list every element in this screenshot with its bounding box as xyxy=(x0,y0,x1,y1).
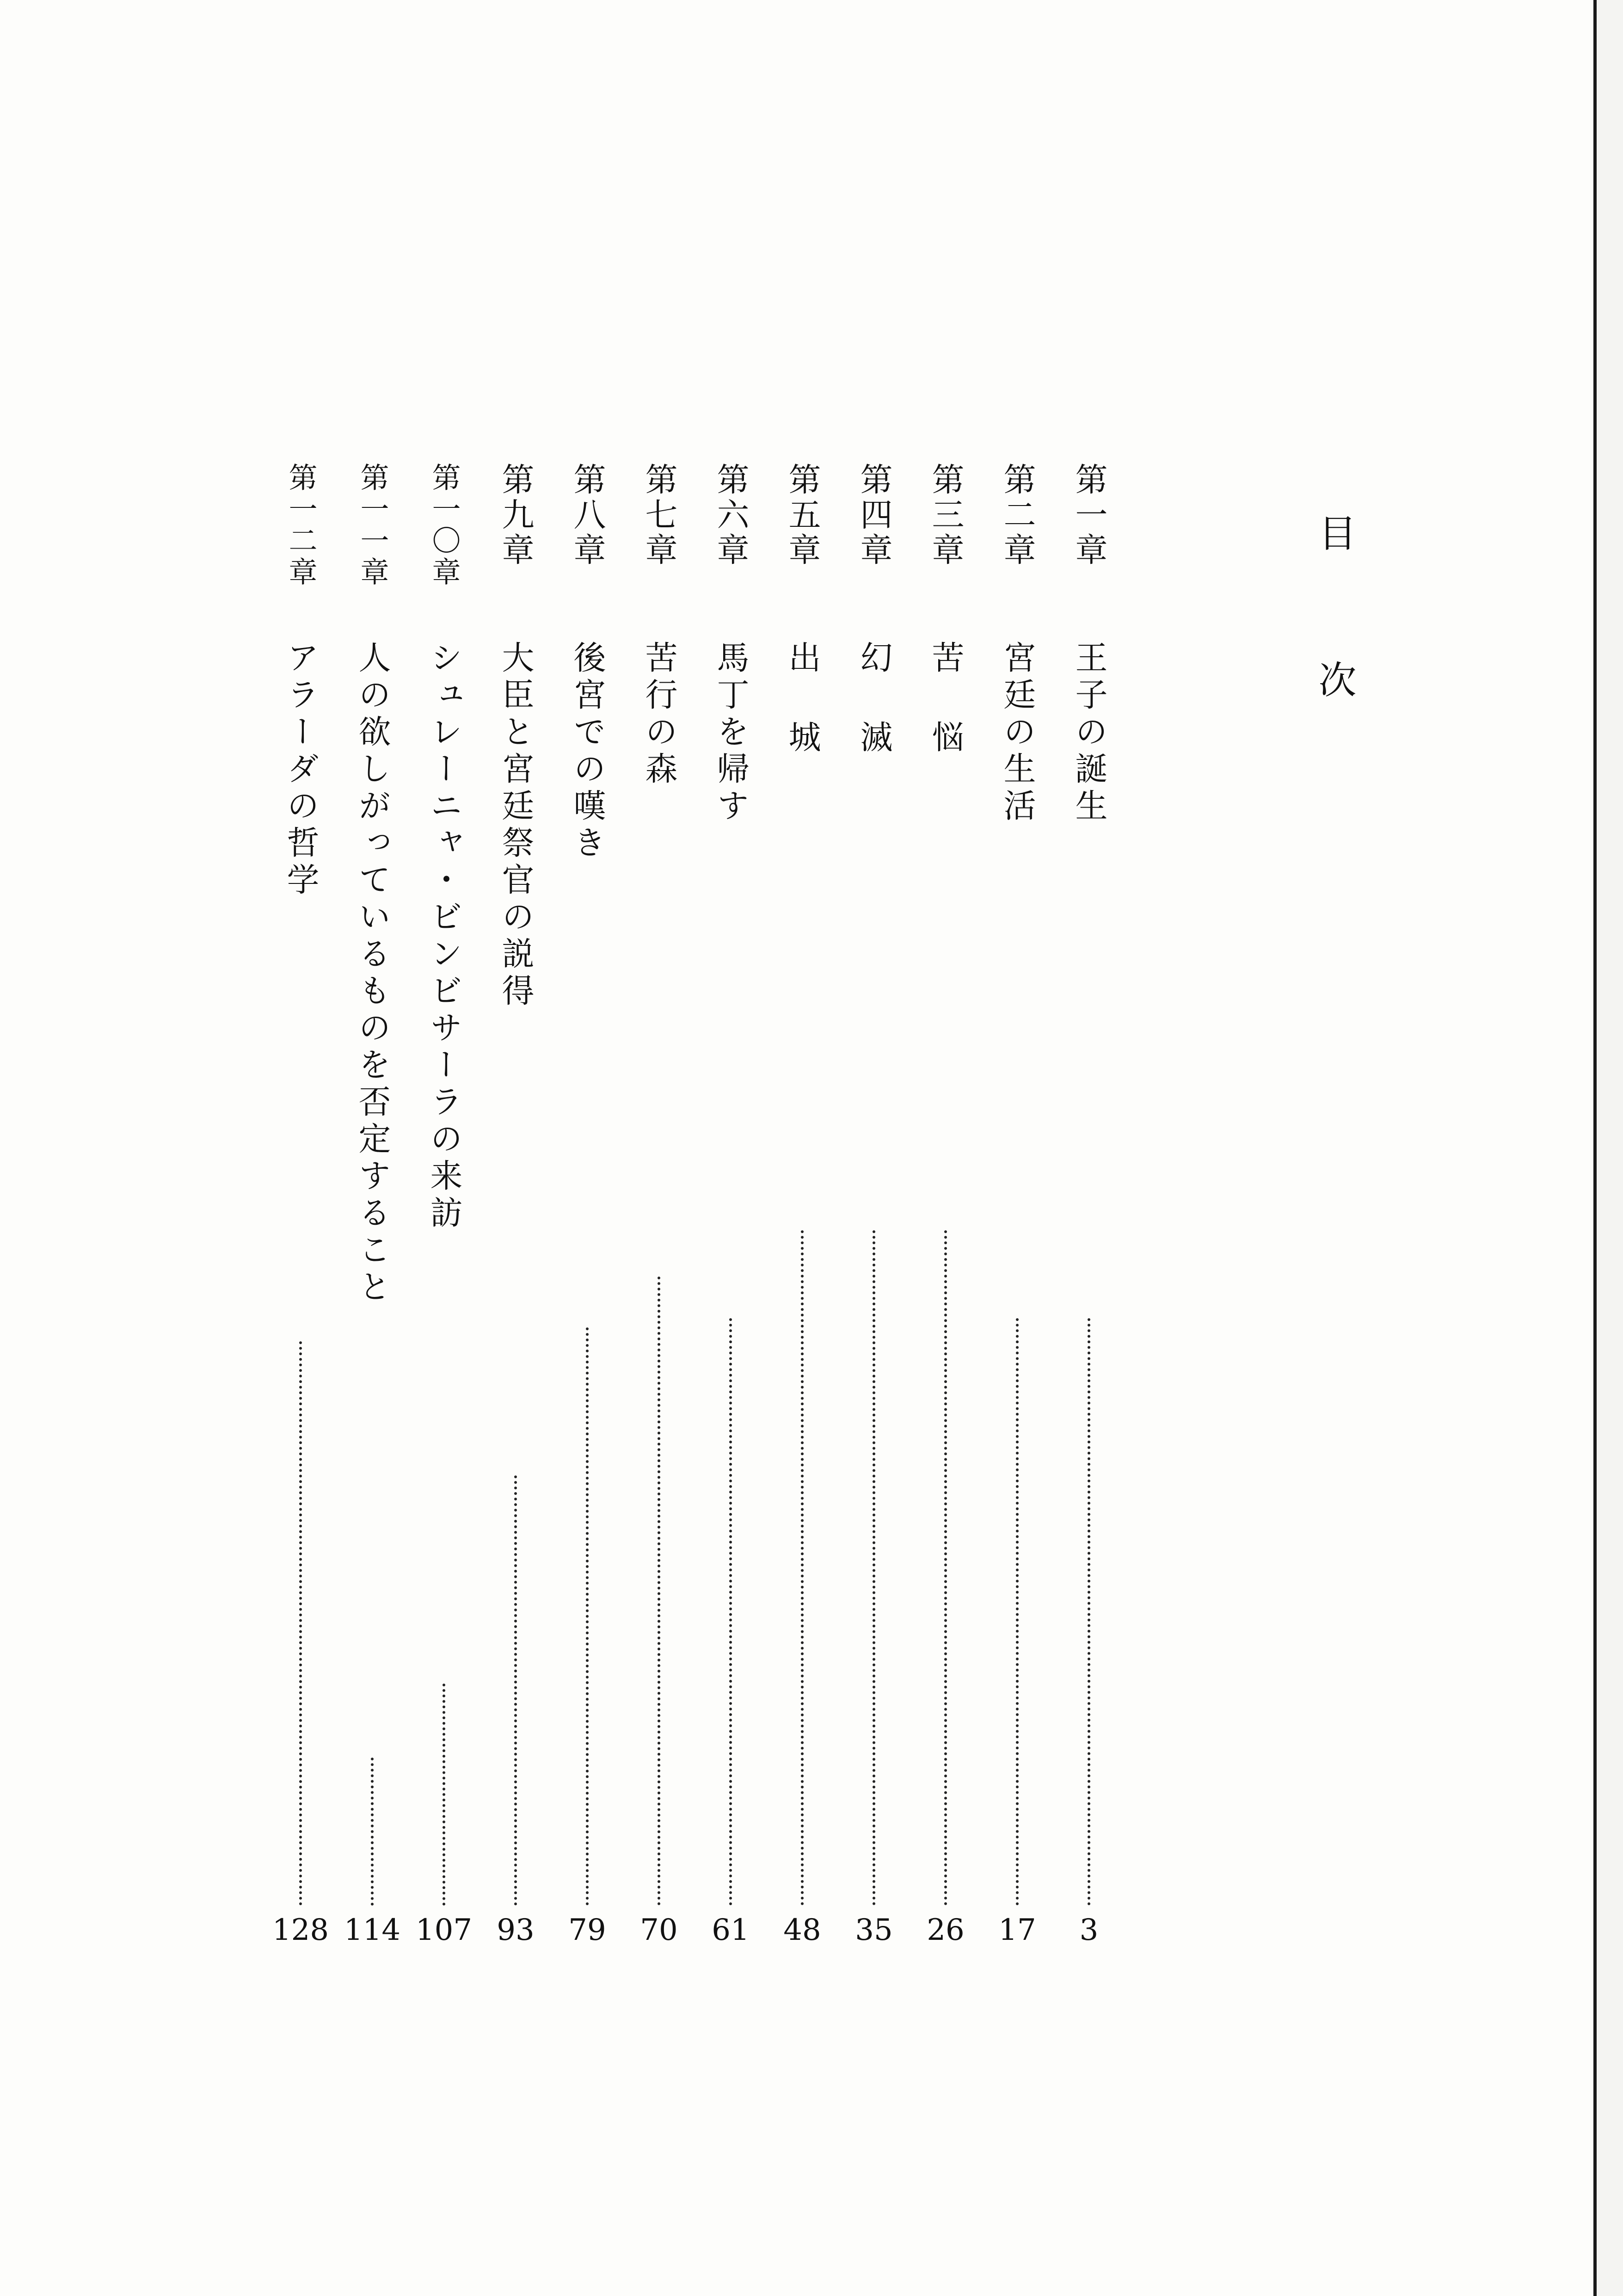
dot-leader xyxy=(658,1277,663,1906)
toc-entry xyxy=(344,463,401,1966)
chapter-title: シュレーニャ・ビンビサーラの来訪 xyxy=(425,641,463,1233)
chapter-number: 第八章 xyxy=(568,463,606,568)
page-title: 目 次 xyxy=(1312,513,1356,730)
page-number: 35 xyxy=(855,1913,893,1947)
dot-leader xyxy=(299,1341,305,1906)
toc-entry xyxy=(848,463,899,1966)
chapter-number: 第九章 xyxy=(497,463,535,568)
dot-leader xyxy=(801,1230,806,1906)
chapter-number: 第一〇章 xyxy=(427,463,461,588)
chapter-title: 宮廷の生活 xyxy=(998,641,1036,826)
dot-leader xyxy=(1016,1318,1021,1906)
dot-leader xyxy=(514,1475,520,1906)
toc-entry xyxy=(705,463,756,1966)
toc-entry xyxy=(920,463,971,1966)
page-number: 17 xyxy=(998,1913,1036,1947)
page-number: 128 xyxy=(272,1913,329,1947)
chapter-number: 第五章 xyxy=(783,463,821,568)
binding-edge-line xyxy=(1593,0,1597,2296)
dot-leader xyxy=(873,1230,878,1906)
toc-entry xyxy=(992,463,1043,1966)
chapter-title: 後宮での嘆き xyxy=(568,641,606,863)
chapter-title: 馬丁を帰す xyxy=(712,641,750,826)
page-number: 3 xyxy=(1079,1913,1099,1947)
chapter-number: 第二章 xyxy=(998,463,1036,568)
dot-leader xyxy=(944,1230,950,1906)
toc-entry xyxy=(415,463,473,1966)
chapter-title: 幻 滅 xyxy=(855,641,893,757)
dot-leader xyxy=(443,1684,448,1906)
page-number: 114 xyxy=(344,1913,401,1947)
binding-shadow xyxy=(1597,0,1623,2296)
chapter-title: 苦 悩 xyxy=(927,641,965,757)
chapter-number: 第七章 xyxy=(640,463,678,568)
page-number: 48 xyxy=(783,1913,821,1947)
dot-leader xyxy=(729,1318,735,1906)
page-number: 26 xyxy=(927,1913,965,1947)
chapter-title: 出 城 xyxy=(783,641,821,757)
chapter-number: 第三章 xyxy=(927,463,965,568)
chapter-number: 第六章 xyxy=(712,463,750,568)
dot-leader xyxy=(371,1758,376,1906)
page-number: 107 xyxy=(415,1913,473,1947)
dot-leader xyxy=(586,1327,591,1906)
chapter-title: 王子の誕生 xyxy=(1070,641,1108,826)
chapter-title: 人の欲しがっているものを否定すること xyxy=(353,641,391,1307)
chapter-number: 第四章 xyxy=(855,463,893,568)
dot-leader xyxy=(1088,1318,1093,1906)
chapter-title: 大臣と宮廷祭官の説得 xyxy=(497,641,535,1011)
toc-entry xyxy=(1064,463,1114,1966)
chapter-title: 苦行の森 xyxy=(640,641,678,789)
chapter-number: 第一一章 xyxy=(356,463,389,588)
chapter-number: 第一章 xyxy=(1070,463,1108,568)
page-number: 70 xyxy=(640,1913,678,1947)
chapter-title: アラーダの哲学 xyxy=(282,641,320,900)
toc-entry xyxy=(272,463,329,1966)
chapter-number: 第一二章 xyxy=(284,463,318,588)
page-number: 93 xyxy=(497,1913,535,1947)
toc-entry xyxy=(777,463,828,1966)
page-number: 61 xyxy=(712,1913,750,1947)
toc-entry xyxy=(562,463,613,1966)
toc-entry xyxy=(633,463,684,1966)
toc-entry xyxy=(490,463,541,1966)
page-number: 79 xyxy=(568,1913,606,1947)
